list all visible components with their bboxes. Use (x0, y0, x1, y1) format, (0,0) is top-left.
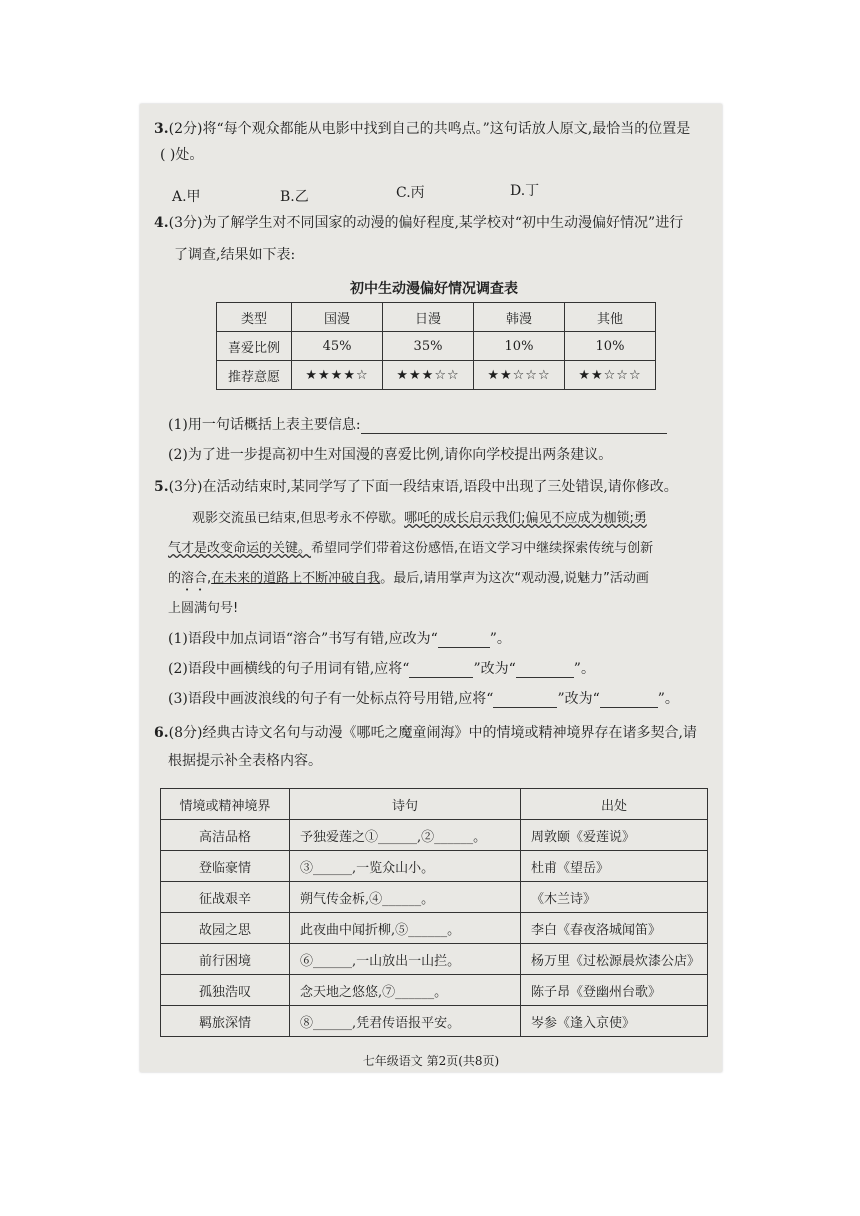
table-header-cell: 情境或精神境界 (161, 789, 290, 820)
question-4-sub-1: (1)用一句话概括上表主要信息: (168, 416, 667, 434)
table-row (161, 882, 708, 913)
wavy-sentence: 哪吒的成长启示我们;偏见不应成为枷锁;勇 (404, 511, 647, 526)
poem-cell[interactable]: 此夜曲中闻折柳,⑤______。 (290, 913, 521, 944)
poem-table (160, 788, 708, 1037)
source-cell: 杨万里《过松源晨炊漆公店》 (521, 944, 708, 975)
passage-line-1: 观影交流虽已结束,但思考永不停歇。哪吒的成长启示我们;偏见不应成为枷锁;勇 (192, 511, 647, 526)
question-4-line-1: 4.(3分)为了解学生对不同国家的动漫的偏好程度,某学校对“初中生动漫偏好情况”进行 (154, 215, 684, 231)
survey-table (216, 302, 656, 390)
question-3-line-2: ( )处。 (160, 147, 204, 163)
page-footer: 七年级语文 第2页(共8页) (362, 1054, 500, 1068)
table-row (217, 332, 656, 361)
poem-cell[interactable]: 予独爱莲之①______,②______。 (290, 820, 521, 851)
table-cell: 10% (474, 332, 565, 361)
answer-blank[interactable] (409, 663, 473, 678)
source-cell: 陈子昂《登幽州台歌》 (521, 975, 708, 1006)
star-rating: ★★★★☆ (292, 361, 383, 390)
question-6-line-2: 根据提示补全表格内容。 (168, 753, 322, 769)
star-rating: ★★☆☆☆ (564, 361, 655, 390)
table-row (161, 913, 708, 944)
answer-blank[interactable] (516, 663, 574, 678)
question-3-line-1: 3.(2分)将“每个观众都能从电影中找到自己的共鸣点。”这句话放人原文,最恰当的位置是 (154, 121, 691, 137)
source-cell: 周敦颐《爱莲说》 (521, 820, 708, 851)
table-cell: 推荐意愿 (217, 361, 292, 390)
table-row (161, 944, 708, 975)
poem-cell[interactable]: 朔气传金柝,④______。 (290, 882, 521, 913)
table-header-cell: 韩漫 (474, 303, 565, 332)
table-row (217, 303, 656, 332)
table-header-cell: 诗句 (290, 789, 521, 820)
table-header-cell: 类型 (217, 303, 292, 332)
question-6-line-1: 6.(8分)经典古诗文名句与动漫《哪吒之魔童闹海》中的情境或精神境界存在诸多契合,请 (154, 725, 697, 741)
theme-cell: 征战艰辛 (161, 882, 290, 913)
table-row (161, 820, 708, 851)
theme-cell: 前行困境 (161, 944, 290, 975)
answer-blank[interactable] (600, 693, 658, 708)
survey-table-title: 初中生动漫偏好情况调查表 (350, 281, 518, 297)
poem-cell[interactable]: ③______,一览众山小。 (290, 851, 521, 882)
source-cell: 李白《春夜洛城闻笛》 (521, 913, 708, 944)
source-cell: 杜甫《望岳》 (521, 851, 708, 882)
dotted-word: 溶合 (181, 571, 208, 586)
theme-cell: 孤独浩叹 (161, 975, 290, 1006)
poem-cell[interactable]: ⑧______,凭君传语报平安。 (290, 1006, 521, 1037)
question-4-sub-2: (2)为了进一步提高初中生对国漫的喜爱比例,请你向学校提出两条建议。 (168, 447, 613, 463)
question-5-sub-2: (2)语段中画横线的句子用词有错,应将“ ”改为“ ”。 (168, 661, 595, 677)
table-cell: 45% (292, 332, 383, 361)
source-cell: 《木兰诗》 (521, 882, 708, 913)
option-c: C.丙 (396, 185, 425, 201)
table-cell: 35% (383, 332, 474, 361)
passage-line-2: 气才是改变命运的关键。希望同学们带着这份感悟,在语文学习中继续探索传统与创新 (168, 541, 654, 556)
answer-blank[interactable] (361, 419, 667, 434)
answer-blank[interactable] (438, 633, 490, 648)
table-header-cell: 日漫 (383, 303, 474, 332)
table-header-cell: 国漫 (292, 303, 383, 332)
table-cell: 10% (564, 332, 655, 361)
question-5-line-1: 5.(3分)在活动结束时,某同学写了下面一段结束语,语段中出现了三处错误,请你修改。 (154, 479, 678, 495)
star-rating: ★★★☆☆ (383, 361, 474, 390)
question-5-sub-1: (1)语段中加点词语“溶合”书写有错,应改为“ ”。 (168, 631, 511, 647)
poem-cell[interactable]: ⑥______,一山放出一山拦。 (290, 944, 521, 975)
table-header-cell: 其他 (564, 303, 655, 332)
theme-cell: 高洁品格 (161, 820, 290, 851)
underlined-sentence: 在未来的道路上不断冲破自我 (211, 571, 381, 586)
poem-cell[interactable]: 念天地之悠悠,⑦______。 (290, 975, 521, 1006)
question-3-number: 3. (154, 121, 169, 137)
theme-cell: 登临豪情 (161, 851, 290, 882)
exam-page (140, 104, 722, 1072)
table-row (161, 1006, 708, 1037)
source-cell: 岑参《逢入京使》 (521, 1006, 708, 1037)
table-row (217, 361, 656, 390)
answer-blank[interactable] (493, 693, 557, 708)
option-a: A.甲 (172, 189, 201, 205)
question-5-number: 5. (154, 479, 169, 495)
option-d: D.丁 (510, 183, 540, 199)
table-row (161, 975, 708, 1006)
table-header-cell: 出处 (521, 789, 708, 820)
table-row (161, 851, 708, 882)
theme-cell: 羁旅深情 (161, 1006, 290, 1037)
question-4-number: 4. (154, 215, 169, 231)
question-4-line-2: 了调查,结果如下表: (174, 247, 296, 263)
wavy-sentence: 气才是改变命运的关键。 (168, 541, 312, 556)
star-rating: ★★☆☆☆ (474, 361, 565, 390)
passage-line-4: 上圆满句号! (168, 601, 239, 616)
question-6-number: 6. (154, 725, 169, 741)
passage-line-3: 的溶合,在未来的道路上不断冲破自我。最后,请用掌声为这次“观动漫,说魅力”活动画 (168, 571, 649, 586)
question-5-sub-3: (3)语段中画波浪线的句子有一处标点符号用错,应将“ ”改为“ ”。 (168, 691, 679, 707)
table-row (161, 789, 708, 820)
theme-cell: 故园之思 (161, 913, 290, 944)
table-cell: 喜爱比例 (217, 332, 292, 361)
option-b: B.乙 (280, 189, 309, 205)
